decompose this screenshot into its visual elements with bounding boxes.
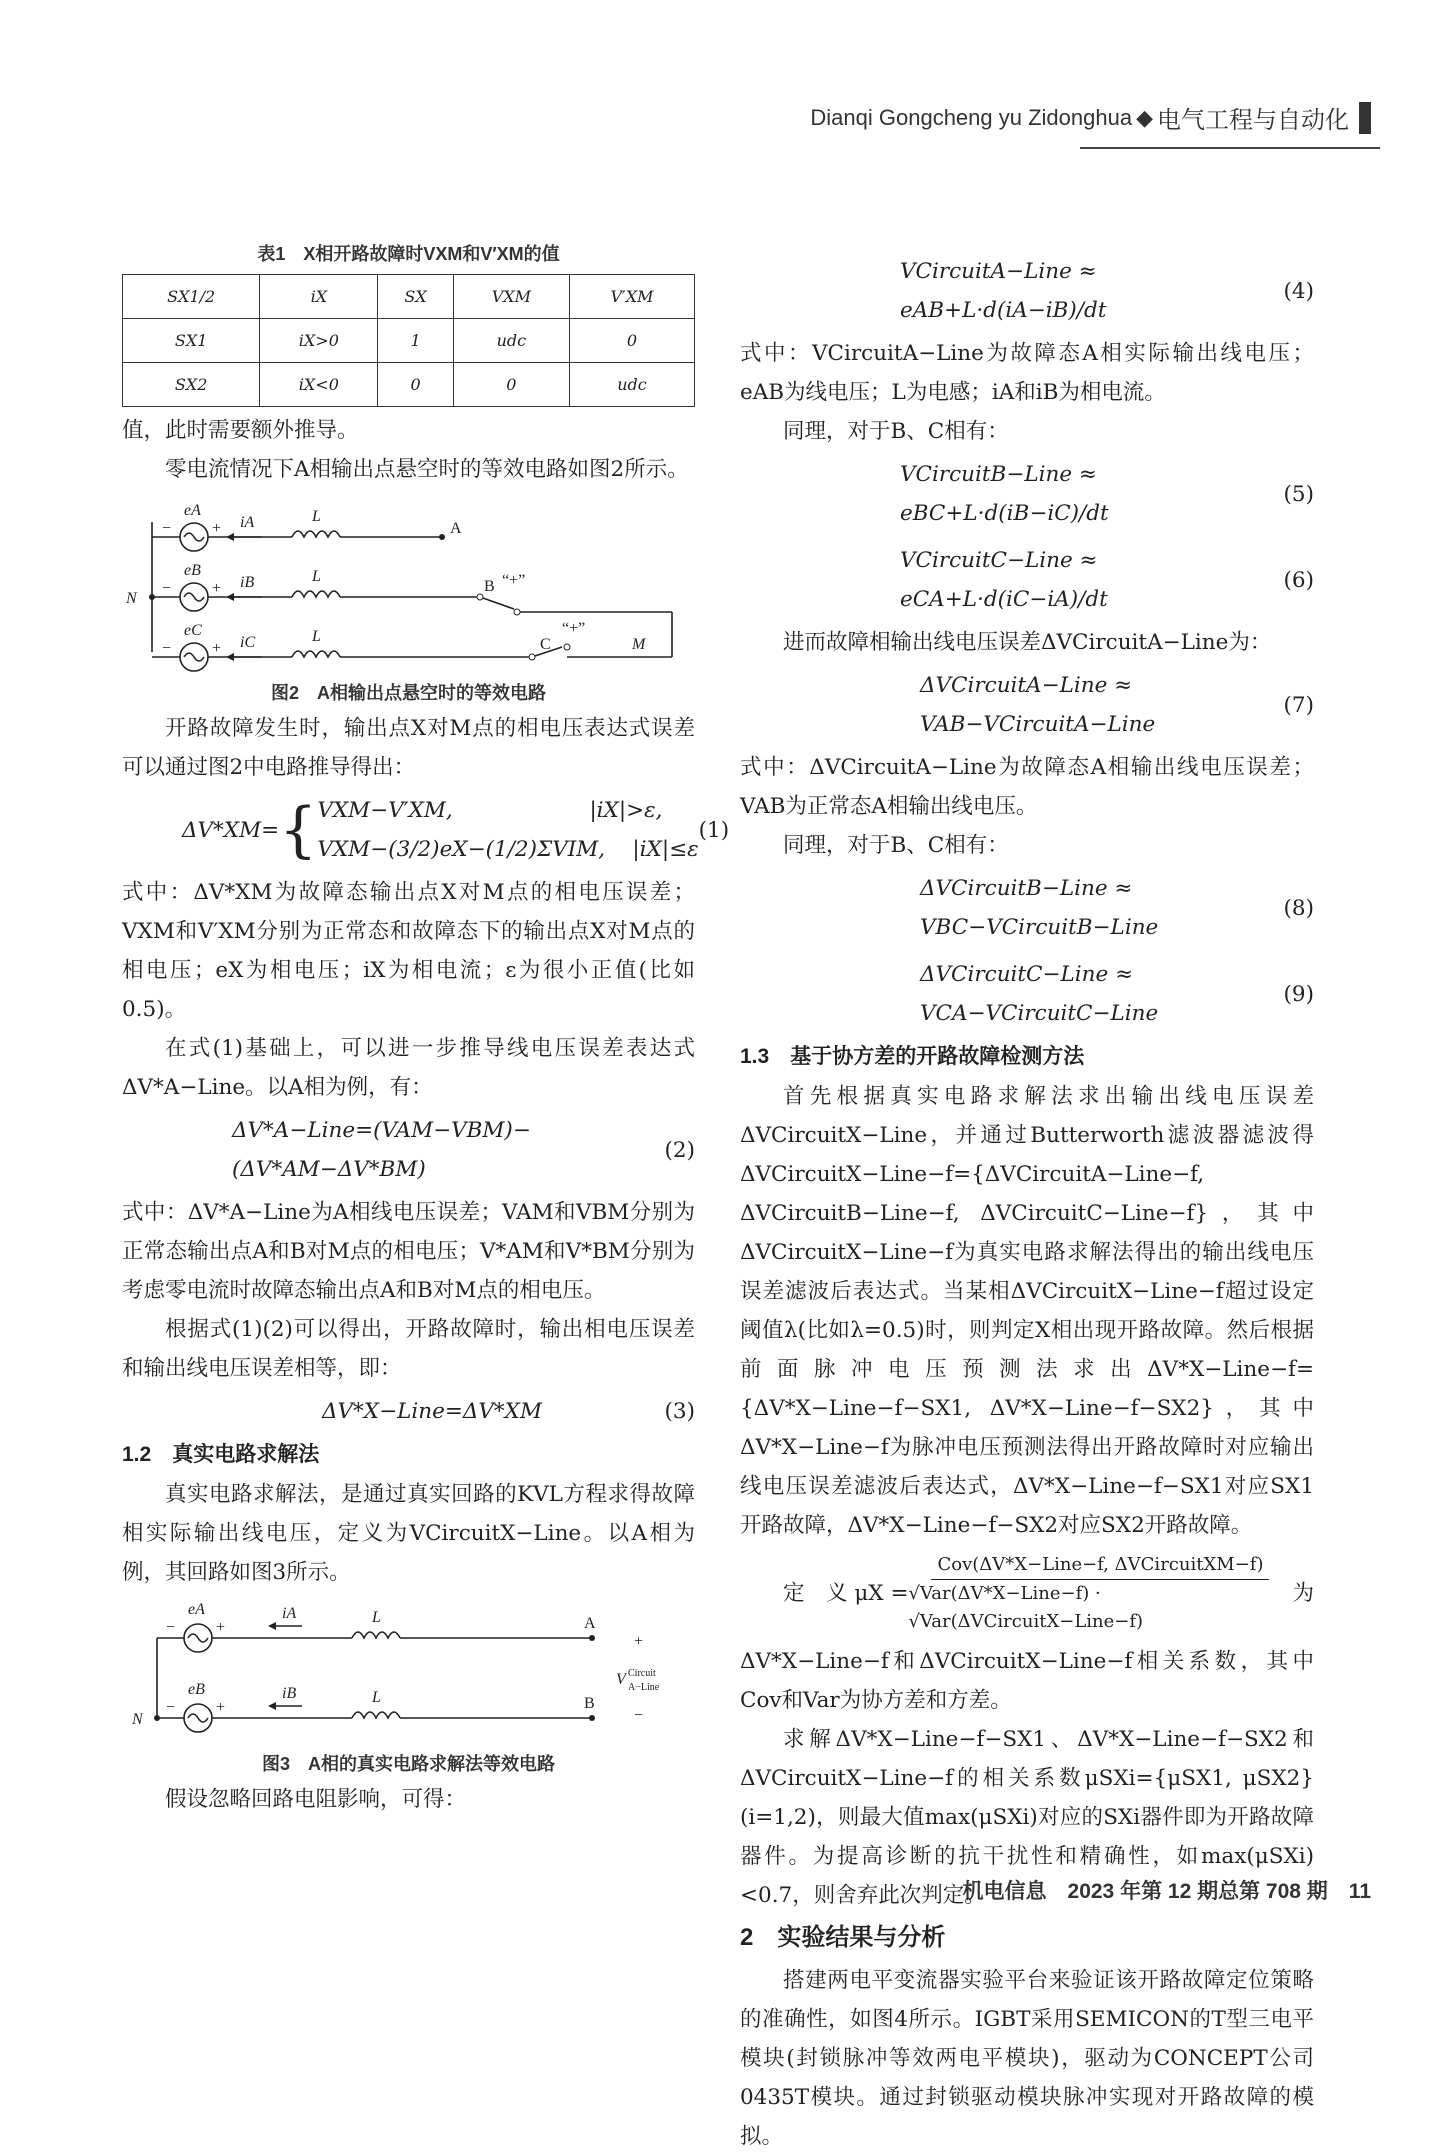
- equation-9: [740, 951, 1314, 1037]
- equation-6: [740, 537, 1314, 623]
- label-A: A: [584, 1615, 596, 1632]
- label-eB: eB: [184, 562, 201, 579]
- figure-2-circuit: [122, 497, 695, 677]
- table-header-cell: SX1/2: [123, 275, 260, 319]
- label-L: L: [372, 1689, 381, 1706]
- label-iA: iA: [282, 1605, 297, 1622]
- paragraph: 搭建两电平变流器实验平台来验证该开路故障定位策略的准确性，如图4所示。IGBT采用SEMICON的T型三电平模块(封锁脉冲等效两电平模块)，驱动为CONCEPT公司0435T模块。通过封锁驱动模块脉冲实现对开路故障的模拟。: [740, 1968, 1314, 2149]
- running-header: [810, 100, 1371, 135]
- label-N: N: [132, 1711, 143, 1728]
- paragraph: 在式(1)基础上，可以进一步推导线电压误差表达式ΔV*A−Line。以A相为例，有：: [122, 1036, 695, 1100]
- figure-3-caption: 图3 A相的真实电路求解法等效电路: [261, 1754, 555, 1774]
- table-header-cell: V′XM: [569, 275, 694, 319]
- eq3-body: ΔV*X−Line=ΔV*XM: [322, 1399, 542, 1424]
- paragraph: 式中：VCircuitA−Line为故障态A相实际输出线电压；eAB为线电压；L为电感；iA和iB为相电流。: [740, 341, 1314, 405]
- eq7-body: ΔVCircuitA−Line ≈ VAB−VCircuitA−Line: [920, 673, 1156, 737]
- table-header-row: [123, 275, 695, 319]
- paragraph: 值，此时需要额外推导。: [122, 418, 359, 443]
- paragraph: 零电流情况下A相输出点悬空时的等效电路如图2所示。: [165, 457, 689, 482]
- paragraph: 同理，对于B、C相有：: [783, 833, 1009, 858]
- label-plus: +: [634, 1633, 644, 1650]
- eq1-case2: VXM−(3/2)eX−(1/2)ΣVIM, |iX|≤ε: [317, 837, 699, 862]
- svg-text:−: −: [162, 520, 172, 537]
- equation-number: (1): [698, 817, 730, 843]
- table-cell: iX<0: [260, 363, 378, 407]
- section-heading: 1.2 真实电路求解法: [122, 1443, 320, 1466]
- svg-text:+: +: [216, 1699, 226, 1716]
- paragraph: 求解ΔV*X−Line−f−SX1、ΔV*X−Line−f−SX2和ΔVCircuitX−Line−f的相关系数μSXi={μSX1, μSX2}(i=1,2)，则最大值max(μSXi)对应的SXi器件即为开路故障器件。为提高诊断的抗干扰性和精确性，如max(μSXi)<0.7，则舍弃此次判定。: [740, 1727, 1314, 1908]
- label-L: L: [312, 508, 321, 525]
- paragraph: ΔV*X−Line−f和ΔVCircuitX−Line−f相关系数，其中Cov和Var为协方差和方差。: [740, 1649, 1314, 1713]
- svg-text:−: −: [162, 640, 172, 657]
- equation-number: (3): [664, 1399, 695, 1424]
- eq6-body: VCircuitC−Line ≈ eCA+L·d(iC−iA)/dt: [900, 548, 1108, 612]
- equation-number: (7): [1283, 692, 1314, 718]
- table-cell: udc: [569, 363, 694, 407]
- eq9-body: ΔVCircuitC−Line ≈ VCA−VCircuitC−Line: [920, 962, 1159, 1026]
- svg-text:+: +: [216, 1619, 226, 1636]
- paragraph: 假设忽略回路电阻影响，可得：: [165, 1787, 467, 1812]
- header-rule: [1080, 147, 1380, 149]
- label-C: C: [540, 636, 551, 653]
- label-V: V: [616, 1671, 626, 1688]
- table-row: [123, 319, 695, 363]
- equation-1: ΔV*XM= { VXM−V′XM, |iX|>ε, VXM−(3/2)eX−(1/2)ΣVIM, |iX|≤ε (1): [122, 791, 695, 869]
- def-prefix: 定 义 μX =: [783, 1581, 909, 1606]
- paragraph: 首先根据真实电路求解法求出输出线电压误差ΔVCircuitX−Line，并通过Butterworth滤波器滤波得ΔVCircuitX−Line−f={ΔVCircuitA−Line−f, ΔVCircuitB−Line−f, ΔVCircuitC−Line−f}，其中ΔVCircuitX−Line−f为真实电路求解法得出的输出线电压误差滤波后表达式。当某相ΔVCircuitX−Line−f超过设定阈值λ(比如λ=0.5)时，则判定X相出现开路故障。然后根据前面脉冲电压预测法求出ΔV*X−Line−f={ΔV*X−Line−f−SX1, ΔV*X−Line−f−SX2}，其中ΔV*X−Line−f为脉冲电压预测法得出开路故障时对应输出线电压误差滤波后表达式，ΔV*X−Line−f−SX1对应SX1开路故障，ΔV*X−Line−f−SX2对应SX2开路故障。: [740, 1084, 1314, 1538]
- paragraph: 同理，对于B、C相有：: [783, 419, 1009, 444]
- table-cell: 0: [378, 363, 453, 407]
- svg-text:+: +: [212, 640, 222, 657]
- label-B: B: [484, 578, 495, 595]
- svg-text:+: +: [212, 580, 222, 597]
- label-iA: iA: [240, 514, 255, 531]
- eq4-body: VCircuitA−Line ≈ eAB+L·d(iA−iB)/dt: [900, 259, 1107, 323]
- label-V-sub: A−Line: [628, 1682, 660, 1693]
- table-cell: 0: [569, 319, 694, 363]
- label-eA: eA: [188, 1601, 205, 1618]
- equation-2: [122, 1107, 695, 1193]
- label-eB: eB: [188, 1681, 205, 1698]
- label-A: A: [450, 520, 462, 537]
- def-numerator: Cov(ΔV*X−Line−f, ΔVCircuitXM−f): [931, 1551, 1269, 1580]
- equation-number: (5): [1283, 481, 1314, 507]
- equation-number: (9): [1283, 981, 1314, 1007]
- left-column: [122, 238, 730, 1819]
- label-iB: iB: [240, 574, 255, 591]
- table-cell: SX1: [123, 319, 260, 363]
- label-iB: iB: [282, 1685, 297, 1702]
- label-plus: “+”: [562, 620, 586, 637]
- table1-caption: 表1 X相开路故障时VXM和V′XM的值: [257, 244, 560, 264]
- paragraph: 式中：ΔV*XM为故障态输出点X对M点的相电压误差；VXM和V′XM分别为正常态和故障态下的输出点X对M点的相电压；eX为相电压；iX为相电流；ε为很小正值(比如0.5)。: [122, 880, 695, 1022]
- table-header-cell: VXM: [453, 275, 569, 319]
- figure-3-circuit: [122, 1598, 695, 1748]
- table-row: [123, 363, 695, 407]
- eq2-body: ΔV*A−Line=(VAM−VBM)−(ΔV*AM−ΔV*BM): [232, 1118, 531, 1182]
- eq8-body: ΔVCircuitB−Line ≈ VBC−VCircuitB−Line: [920, 876, 1159, 940]
- label-L: L: [312, 628, 321, 645]
- paragraph: 根据式(1)(2)可以得出，开路故障时，输出相电压误差和输出线电压误差相等，即：: [122, 1317, 695, 1381]
- paragraph: 真实电路求解法，是通过真实回路的KVL方程求得故障相实际输出线电压，定义为VCircuitX−Line。以A相为例，其回路如图3所示。: [122, 1482, 695, 1585]
- paragraph: 式中：ΔVCircuitA−Line为故障态A相输出线电压误差；VAB为正常态A相输出线电压。: [740, 755, 1314, 819]
- equation-4: [740, 248, 1314, 334]
- figure-2-caption: 图2 A相输出点悬空时的等效电路: [270, 683, 546, 703]
- table-cell: iX>0: [260, 319, 378, 363]
- diamond-icon: ◆: [1136, 104, 1153, 130]
- svg-text:−: −: [166, 1619, 176, 1636]
- paragraph: 式中：ΔV*A−Line为A相线电压误差；VAM和VBM分别为正常态输出点A和B对M点的相电压；V*AM和V*BM分别为考虑零电流时故障态输出点A和B对M点的相电压。: [122, 1200, 695, 1303]
- eq5-body: VCircuitB−Line ≈ eBC+L·d(iB−iC)/dt: [900, 462, 1109, 526]
- journal-title-cn: 电气工程与自动化: [1157, 107, 1349, 134]
- svg-text:−: −: [162, 580, 172, 597]
- equation-7: [740, 662, 1314, 748]
- equation-number: (6): [1283, 567, 1314, 593]
- def-suffix: 为: [1292, 1581, 1314, 1606]
- label-eA: eA: [184, 502, 201, 519]
- paragraph: 开路故障发生时，输出点X对M点的相电压表达式误差可以通过图2中电路推导得出：: [122, 716, 695, 780]
- table-cell: 0: [453, 363, 569, 407]
- table-cell: udc: [453, 319, 569, 363]
- section-heading: 1.3 基于协方差的开路故障检测方法: [740, 1045, 1085, 1068]
- eq1-lhs: ΔV*XM=: [182, 817, 280, 843]
- equation-number: (4): [1283, 278, 1314, 304]
- label-L: L: [372, 1609, 381, 1626]
- equation-number: (8): [1283, 895, 1314, 921]
- section-heading: 2 实验结果与分析: [740, 1924, 946, 1951]
- eq1-case1: VXM−V′XM, |iX|>ε,: [317, 798, 663, 823]
- journal-title-en: Dianqi Gongcheng yu Zidonghua: [810, 104, 1133, 130]
- label-plus: “+”: [502, 572, 526, 589]
- right-column: [740, 248, 1314, 2156]
- page-footer: 机电信息 2023 年第 12 期总第 708 期 11: [962, 1880, 1371, 1903]
- table-header-cell: iX: [260, 275, 378, 319]
- header-bar: [1359, 102, 1371, 134]
- paragraph: 进而故障相输出线电压误差ΔVCircuitA−Line为：: [783, 630, 1272, 655]
- equation-number: (2): [664, 1137, 695, 1163]
- label-eC: eC: [184, 622, 202, 639]
- table-cell: SX2: [123, 363, 260, 407]
- label-L: L: [312, 568, 321, 585]
- equation-3: [122, 1388, 695, 1435]
- svg-text:−: −: [166, 1699, 176, 1716]
- label-B: B: [584, 1695, 595, 1712]
- label-iC: iC: [240, 634, 256, 651]
- label-N: N: [126, 590, 137, 607]
- label-M: M: [632, 636, 646, 653]
- label-V-sup: Circuit: [628, 1668, 656, 1679]
- equation-8: [740, 865, 1314, 951]
- table-cell: 1: [378, 319, 453, 363]
- def-denominator: √Var(ΔV*X−Line−f) · √Var(ΔVCircuitX−Line−f): [908, 1583, 1144, 1632]
- label-minus: −: [634, 1707, 644, 1724]
- table1: [122, 274, 695, 407]
- table-header-cell: SX: [378, 275, 453, 319]
- definition-mu: [740, 1551, 1314, 1636]
- equation-5: [740, 451, 1314, 537]
- svg-text:+: +: [212, 520, 222, 537]
